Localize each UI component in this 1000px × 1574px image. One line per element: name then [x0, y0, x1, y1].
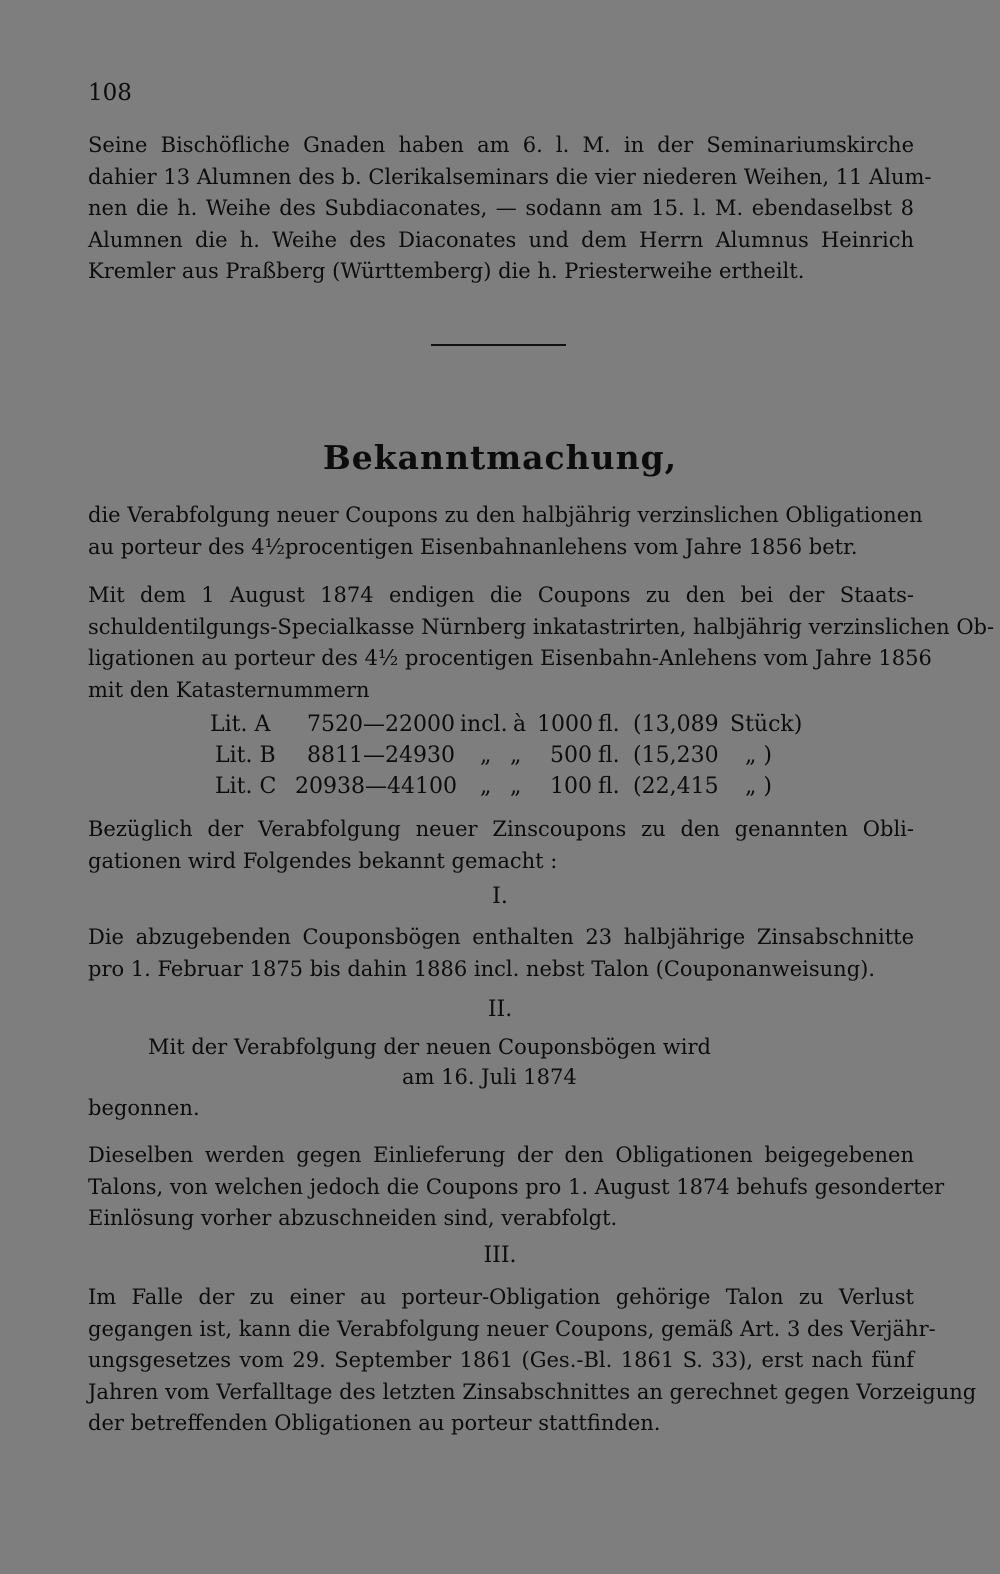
text-line: Jahren vom Verfalltage des letzten Zinsabschnittes an gerechnet gegen Vorzeigung — [88, 1379, 977, 1404]
announcement-subtitle — [88, 500, 923, 563]
section-heading-1: I. — [492, 884, 508, 909]
text-line: die Verabfolgung neuer Coupons zu den halbjährig verzinslichen Obligationen — [88, 503, 923, 527]
lit-cell: Lit. C — [215, 774, 277, 799]
text-line: Seine Bischöfliche Gnaden haben am 6. l. M. in der Seminariumskirche — [88, 133, 914, 157]
a-cell: à — [513, 712, 527, 737]
text-line: Dieselben werden gegen Einlieferung der den Obligationen beigegebenen — [88, 1143, 914, 1167]
stueck-cell: „ ) — [745, 743, 772, 768]
text-line: mit den Katasternummern — [88, 677, 370, 702]
stueck-cell: „ ) — [745, 774, 772, 799]
unit-cell: fl. — [598, 774, 620, 799]
amount-cell: 1000 — [537, 712, 593, 737]
lit-cell: Lit. B — [215, 743, 276, 768]
lit-cell: Lit. A — [210, 712, 271, 737]
count-cell: (15,230 — [633, 743, 719, 768]
announcement-title: Bekanntmachung, — [322, 438, 678, 477]
text-line: Im Falle der zu einer au porteur-Obligation gehörige Talon zu Verlust — [88, 1285, 914, 1309]
paragraph-bezueglich — [88, 814, 914, 877]
incl-cell: incl. — [460, 712, 508, 737]
a-cell: „ — [510, 774, 522, 799]
section-2-begonnen: begonnen. — [88, 1096, 200, 1120]
text-line: ungsgesetzes vom 29. September 1861 (Ges.-Bl. 1861 S. 33), erst nach fünf — [88, 1348, 914, 1372]
text-line: dahier 13 Alumnen des b. Clerikalseminars die vier niederen Weihen, 11 Alum- — [88, 164, 932, 189]
a-cell: „ — [510, 743, 522, 768]
range-cell: 20938—44100 — [295, 774, 457, 799]
text-line: gationen wird Folgendes bekannt gemacht : — [88, 848, 558, 873]
text-line: Alumnen die h. Weihe des Diaconates und dem Herrn Alumnus Heinrich — [88, 227, 914, 252]
text-line: pro 1. Februar 1875 bis dahin 1886 incl. nebst Talon (Couponanweisung). — [88, 956, 876, 981]
unit-cell: fl. — [598, 743, 620, 768]
section-2-text — [88, 1140, 945, 1235]
text-line: gegangen ist, kann die Verabfolgung neuer Coupons, gemäß Art. 3 des Verjähr- — [88, 1316, 936, 1341]
text-line: au porteur des 4½procentigen Eisenbahnanlehens vom Jahre 1856 betr. — [88, 534, 858, 559]
text-line: Einlösung vorher abzuschneiden sind, verabfolgt. — [88, 1206, 618, 1230]
section-2-date: am 16. Juli 1874 — [402, 1065, 577, 1089]
section-2-line: Mit der Verabfolgung der neuen Couponsbögen wird — [148, 1035, 711, 1059]
text-line: Mit dem 1 August 1874 endigen die Coupons zu den bei der Staats- — [88, 583, 914, 607]
section-heading-2: II. — [487, 997, 513, 1022]
range-cell: 8811—24930 — [307, 743, 455, 768]
text-line: Bezüglich der Verabfolgung neuer Zinscoupons zu den genannten Obli- — [88, 817, 914, 841]
count-cell: (13,089 — [633, 712, 719, 737]
text-line: Kremler aus Praßberg (Württemberg) die h. Priesterweihe ertheilt. — [88, 259, 805, 283]
text-line: der betreffenden Obligationen au porteur stattfinden. — [88, 1411, 661, 1435]
incl-cell: „ — [480, 743, 492, 768]
separator-rule — [431, 344, 566, 346]
incl-cell: „ — [480, 774, 492, 799]
text-line: ligationen au porteur des 4½ procentigen Eisenbahn-Anlehens vom Jahre 1856 — [88, 646, 932, 670]
paragraph-katasternummern — [88, 580, 995, 706]
text-line: Die abzugebenden Couponsbögen enthalten 23 halbjährige Zinsabschnitte — [88, 925, 914, 949]
intro-paragraph — [88, 130, 932, 288]
text-line: Talons, von welchen jedoch die Coupons pro 1. August 1874 behufs gesonderter — [88, 1174, 945, 1199]
amount-cell: 500 — [550, 743, 592, 768]
stueck-cell: Stück) — [730, 712, 803, 737]
section-1-text — [88, 922, 914, 985]
amount-cell: 100 — [550, 774, 592, 799]
text-line: nen die h. Weihe des Subdiaconates, — sodann am 15. l. M. ebendaselbst 8 — [88, 196, 914, 220]
section-3-text — [88, 1282, 977, 1440]
range-cell: 7520—22000 — [307, 712, 455, 737]
text-line: schuldentilgungs-Specialkasse Nürnberg inkatastrirten, halbjährig verzinslichen Ob- — [88, 614, 995, 639]
count-cell: (22,415 — [633, 774, 719, 799]
unit-cell: fl. — [598, 712, 620, 737]
section-heading-3: III. — [483, 1243, 517, 1268]
page-number: 108 — [88, 80, 132, 106]
